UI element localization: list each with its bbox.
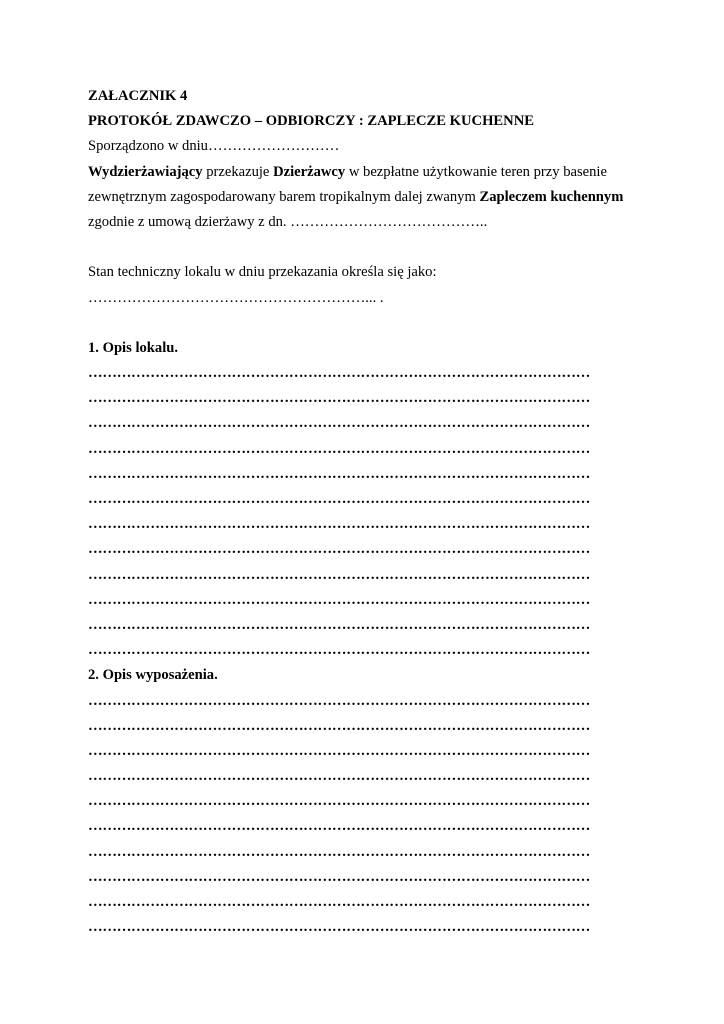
condition-label: Stan techniczny lokalu w dniu przekazania określa się jako: xyxy=(88,264,437,281)
fill-line: …………………………………………………………………………………………… xyxy=(88,894,591,910)
lessee-term: Dzierżawcy xyxy=(273,163,346,180)
intro-text-3: zewnętrznym zagospodarowany barem tropikalnym dalej zwanym xyxy=(88,188,480,205)
fill-line: …………………………………………………………………………………………… xyxy=(88,541,591,558)
lessor-term: Wydzierżawiający xyxy=(88,163,203,180)
kitchen-term: Zapleczem kuchennym xyxy=(479,188,624,205)
document-title: PROTOKÓŁ ZDAWCZO – ODBIORCZY : ZAPLECZE KUCHENNE xyxy=(88,113,534,130)
section2-heading: 2. Opis wyposażenia. xyxy=(88,667,218,684)
fill-line: …………………………………………………………………………………………… xyxy=(88,415,591,432)
fill-line: …………………………………………………………………………………………… xyxy=(88,390,591,407)
fill-line: …………………………………………………………………………………………… xyxy=(88,768,591,785)
fill-line: …………………………………………………………………………………………… xyxy=(88,516,591,533)
section1-heading: 1. Opis lokalu. xyxy=(88,339,179,356)
fill-line: …………………………………………………………………………………………… xyxy=(88,440,591,457)
fill-line: …………………………………………………………………………………………… xyxy=(88,717,591,734)
drawn-up-date: Sporządzono w dniu……………………… xyxy=(88,138,340,155)
fill-line: …………………………………………………………………………………………… xyxy=(88,465,591,482)
fill-line: …………………………………………………………………………………………… xyxy=(88,818,591,835)
fill-line: …………………………………………………………………………………………… xyxy=(88,919,591,936)
fill-line: …………………………………………………………………………………………… xyxy=(88,491,591,507)
fill-line: …………………………………………………………………………………………… xyxy=(88,742,591,759)
spacer xyxy=(88,235,633,260)
spacer xyxy=(88,311,633,336)
intro-text-2: w bezpłatne użytkowanie teren przy basenie xyxy=(345,163,607,180)
fill-line: …………………………………………………………………………………………… xyxy=(88,591,591,608)
condition-dots: …………………………………………………... . xyxy=(88,289,384,306)
section2-fill-lines xyxy=(88,689,633,941)
fill-line: …………………………………………………………………………………………… xyxy=(88,843,591,860)
section1-fill-lines xyxy=(88,361,633,663)
intro-paragraph-line-2 xyxy=(88,185,633,210)
fill-line: …………………………………………………………………………………………… xyxy=(88,692,591,709)
intro-paragraph-line-3: zgodnie z umową dzierżawy z dn. ………………………………….. xyxy=(88,213,488,230)
fill-line: …………………………………………………………………………………………… xyxy=(88,642,591,659)
fill-line: …………………………………………………………………………………………… xyxy=(88,365,591,382)
document-page xyxy=(88,84,633,940)
intro-paragraph-line-1 xyxy=(88,160,633,185)
fill-line: …………………………………………………………………………………………… xyxy=(88,566,591,583)
fill-line: …………………………………………………………………………………………… xyxy=(88,793,591,810)
annex-label: ZAŁACZNIK 4 xyxy=(88,88,188,104)
intro-text-1: przekazuje xyxy=(202,163,274,180)
fill-line: …………………………………………………………………………………………… xyxy=(88,868,591,885)
fill-line: …………………………………………………………………………………………… xyxy=(88,616,591,633)
